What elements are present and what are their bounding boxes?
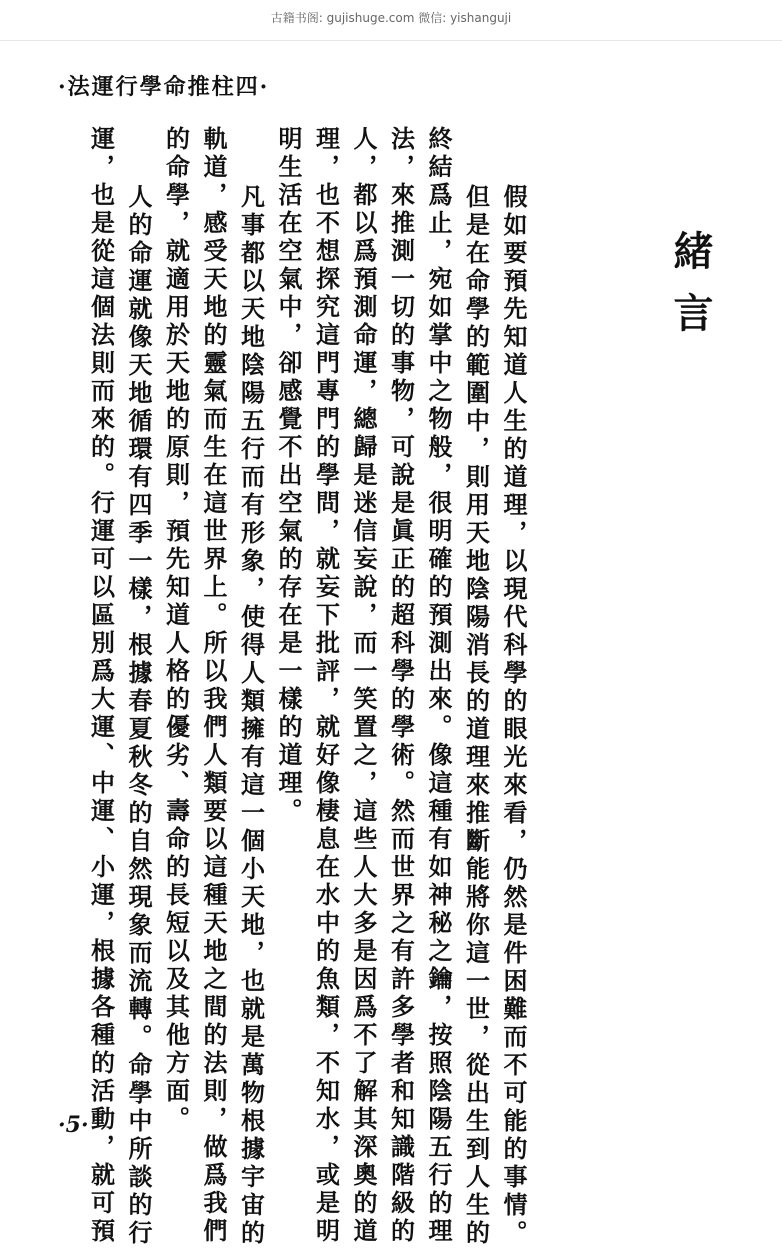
- text-column: 人的命運就像天地循環有四季一樣，根據春夏秋冬的自然現象而流轉。命學中所談的行: [124, 184, 153, 1248]
- watermark-bar: [0, 0, 782, 41]
- text-column: 終結爲止，宛如掌中之物般，很明確的預測出來。像這種有如神秘之鑰，按照陰陽五行的理: [424, 126, 453, 1246]
- text-column: 但是在命學的範圍中，則用天地陰陽消長的道理來推斷能將你這一世，從出生到人生的: [461, 184, 491, 1248]
- page-number: ·5·: [58, 1112, 89, 1138]
- text-column: 法，來推測一切的事物，可說是眞正的超科學的學術。然而世界之有許多學者和知識階級的: [386, 126, 416, 1246]
- body-text: [55, 126, 528, 1248]
- watermark-text: 古籍书阁: gujishuge.com 微信: yishanguji: [270, 11, 512, 25]
- text-column: 凡事都以天地陰陽五行而有形象，使得人類擁有這一個小天地，也就是萬物根據宇宙的: [236, 184, 266, 1248]
- text-column: 軌道，感受天地的靈氣而生在這世界上。所以我們人類要以這種天地之間的法則，做爲我們: [199, 126, 228, 1246]
- text-column: 人，都以爲預測命運，總歸是迷信妄說，而一笑置之，這些人大多是因爲不了解其深奧的道: [349, 126, 378, 1246]
- running-header: ·法運行學命推柱四·: [58, 74, 270, 100]
- text-column: 運，也是從這個法則而來的。行運可以區別爲大運、中運、小運，根據各種的活動，就可預: [86, 126, 116, 1246]
- text-column: 理，也不想探究這門專門的學問，就妄下批評，就好像棲息在水中的魚類，不知水，或是明: [311, 126, 341, 1246]
- chapter-title: 緒言: [667, 230, 714, 354]
- text-column: 明生活在空氣中，卻感覺不出空氣的存在是一樣的道理。: [274, 126, 303, 826]
- text-column: 的命學，就適用於天地的原則，預先知道人格的優劣、壽命的長短以及其他方面。: [161, 126, 191, 1134]
- text-column: 假如要預先知道人生的道理，以現代科學的眼光來看，仍然是件困難而不可能的事情。: [499, 184, 528, 1248]
